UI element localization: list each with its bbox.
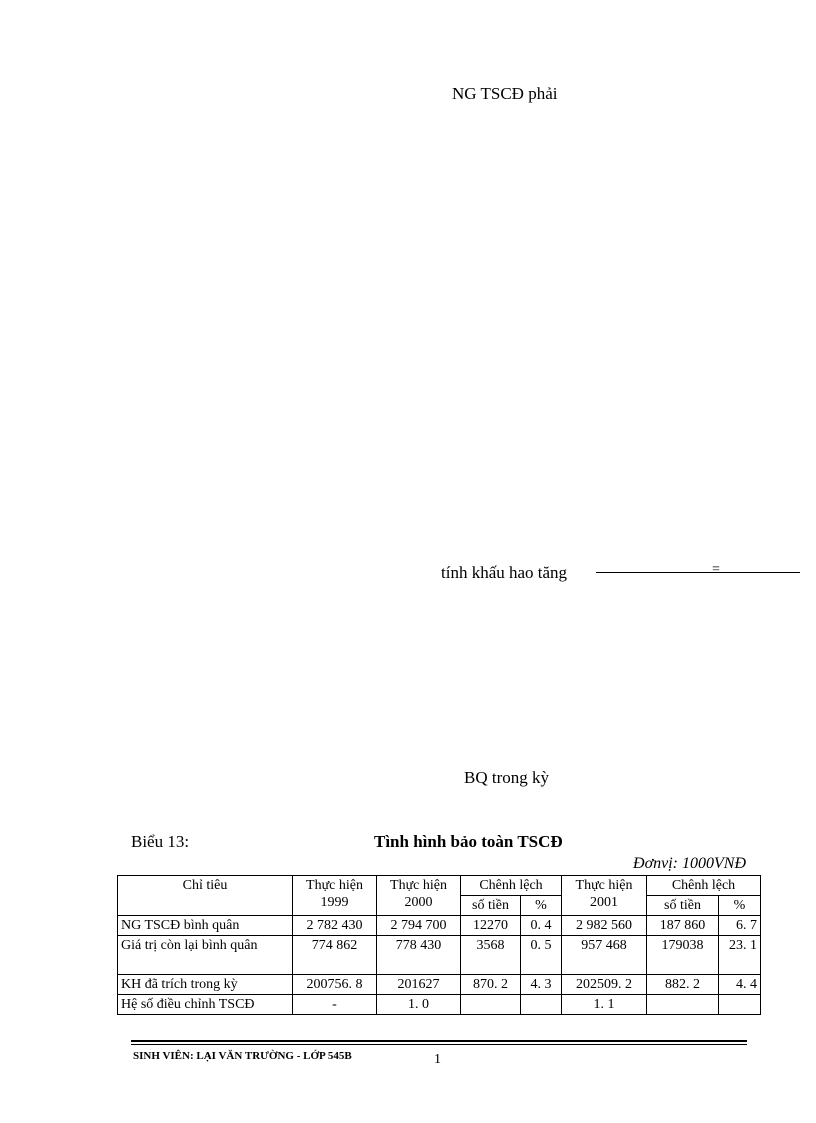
unit-label: Đơnvị: 1000VNĐ bbox=[633, 855, 746, 872]
header-chenh-lech-1: Chênh lệch bbox=[461, 876, 562, 896]
row-label: NG TSCĐ bình quân bbox=[118, 916, 293, 936]
header-so-tien-2: số tiền bbox=[647, 896, 719, 916]
header-row-1 bbox=[118, 876, 761, 896]
equals-sign: = bbox=[712, 562, 720, 577]
table-cell: 12270 bbox=[461, 916, 521, 936]
asset-preservation-table bbox=[117, 875, 761, 1015]
row-label: KH đã trích trong kỳ bbox=[118, 975, 293, 995]
formula-denominator: BQ trong kỳ bbox=[464, 768, 549, 787]
table-title: Tình hình bảo toàn TSCĐ bbox=[374, 832, 563, 851]
footer-divider bbox=[131, 1044, 747, 1045]
table-cell: 179038 bbox=[647, 936, 719, 975]
table-cell: 778 430 bbox=[377, 936, 461, 975]
header-pct-2: % bbox=[719, 896, 761, 916]
header-so-tien-1: số tiền bbox=[461, 896, 521, 916]
footer-divider bbox=[131, 1040, 747, 1042]
table-row bbox=[118, 916, 761, 936]
table-label: Biểu 13: bbox=[131, 832, 190, 851]
header-thuc-hien-2001: Thực hiện 2001 bbox=[562, 876, 647, 916]
table-cell: 2 782 430 bbox=[293, 916, 377, 936]
table-cell: 1. 1 bbox=[562, 995, 647, 1015]
header-thuc-hien-2000: Thực hiện 2000 bbox=[377, 876, 461, 916]
table-cell: 0. 4 bbox=[521, 916, 562, 936]
table-cell: 774 862 bbox=[293, 936, 377, 975]
table-cell: 4. 3 bbox=[521, 975, 562, 995]
table-cell: 187 860 bbox=[647, 916, 719, 936]
header-pct-1: % bbox=[521, 896, 562, 916]
table-row bbox=[118, 975, 761, 995]
table-cell bbox=[521, 995, 562, 1015]
table-cell: 23. 1 bbox=[719, 936, 761, 975]
table-cell: 202509. 2 bbox=[562, 975, 647, 995]
formula-numerator: NG TSCĐ phải bbox=[452, 84, 558, 103]
table-cell: 201627 bbox=[377, 975, 461, 995]
table-cell: 0. 5 bbox=[521, 936, 562, 975]
table-cell: 1. 0 bbox=[377, 995, 461, 1015]
header-thuc-hien-1999: Thực hiện 1999 bbox=[293, 876, 377, 916]
table-row bbox=[118, 936, 761, 975]
table-row bbox=[118, 995, 761, 1015]
table-cell: 882. 2 bbox=[647, 975, 719, 995]
footer-student-info: SINH VIÊN: LẠI VĂN TRƯỜNG - LỚP 545B bbox=[133, 1050, 352, 1062]
table-cell: - bbox=[293, 995, 377, 1015]
table-cell: 957 468 bbox=[562, 936, 647, 975]
table-cell: 3568 bbox=[461, 936, 521, 975]
row-label: Giá trị còn lại bình quân bbox=[118, 936, 293, 975]
table-cell bbox=[719, 995, 761, 1015]
page-number: 1 bbox=[434, 1052, 441, 1067]
table-cell: 2 794 700 bbox=[377, 916, 461, 936]
table-cell: 870. 2 bbox=[461, 975, 521, 995]
row-label: Hệ số điều chỉnh TSCĐ bbox=[118, 995, 293, 1015]
table-cell: 6. 7 bbox=[719, 916, 761, 936]
fraction-line bbox=[596, 572, 800, 573]
header-chi-tieu: Chỉ tiêu bbox=[118, 876, 293, 916]
table-cell: 4. 4 bbox=[719, 975, 761, 995]
header-chenh-lech-2: Chênh lệch bbox=[647, 876, 761, 896]
table-cell: 2 982 560 bbox=[562, 916, 647, 936]
formula-left-side: tính khấu hao tăng bbox=[441, 563, 568, 582]
table-cell bbox=[647, 995, 719, 1015]
table-cell bbox=[461, 995, 521, 1015]
table-cell: 200756. 8 bbox=[293, 975, 377, 995]
